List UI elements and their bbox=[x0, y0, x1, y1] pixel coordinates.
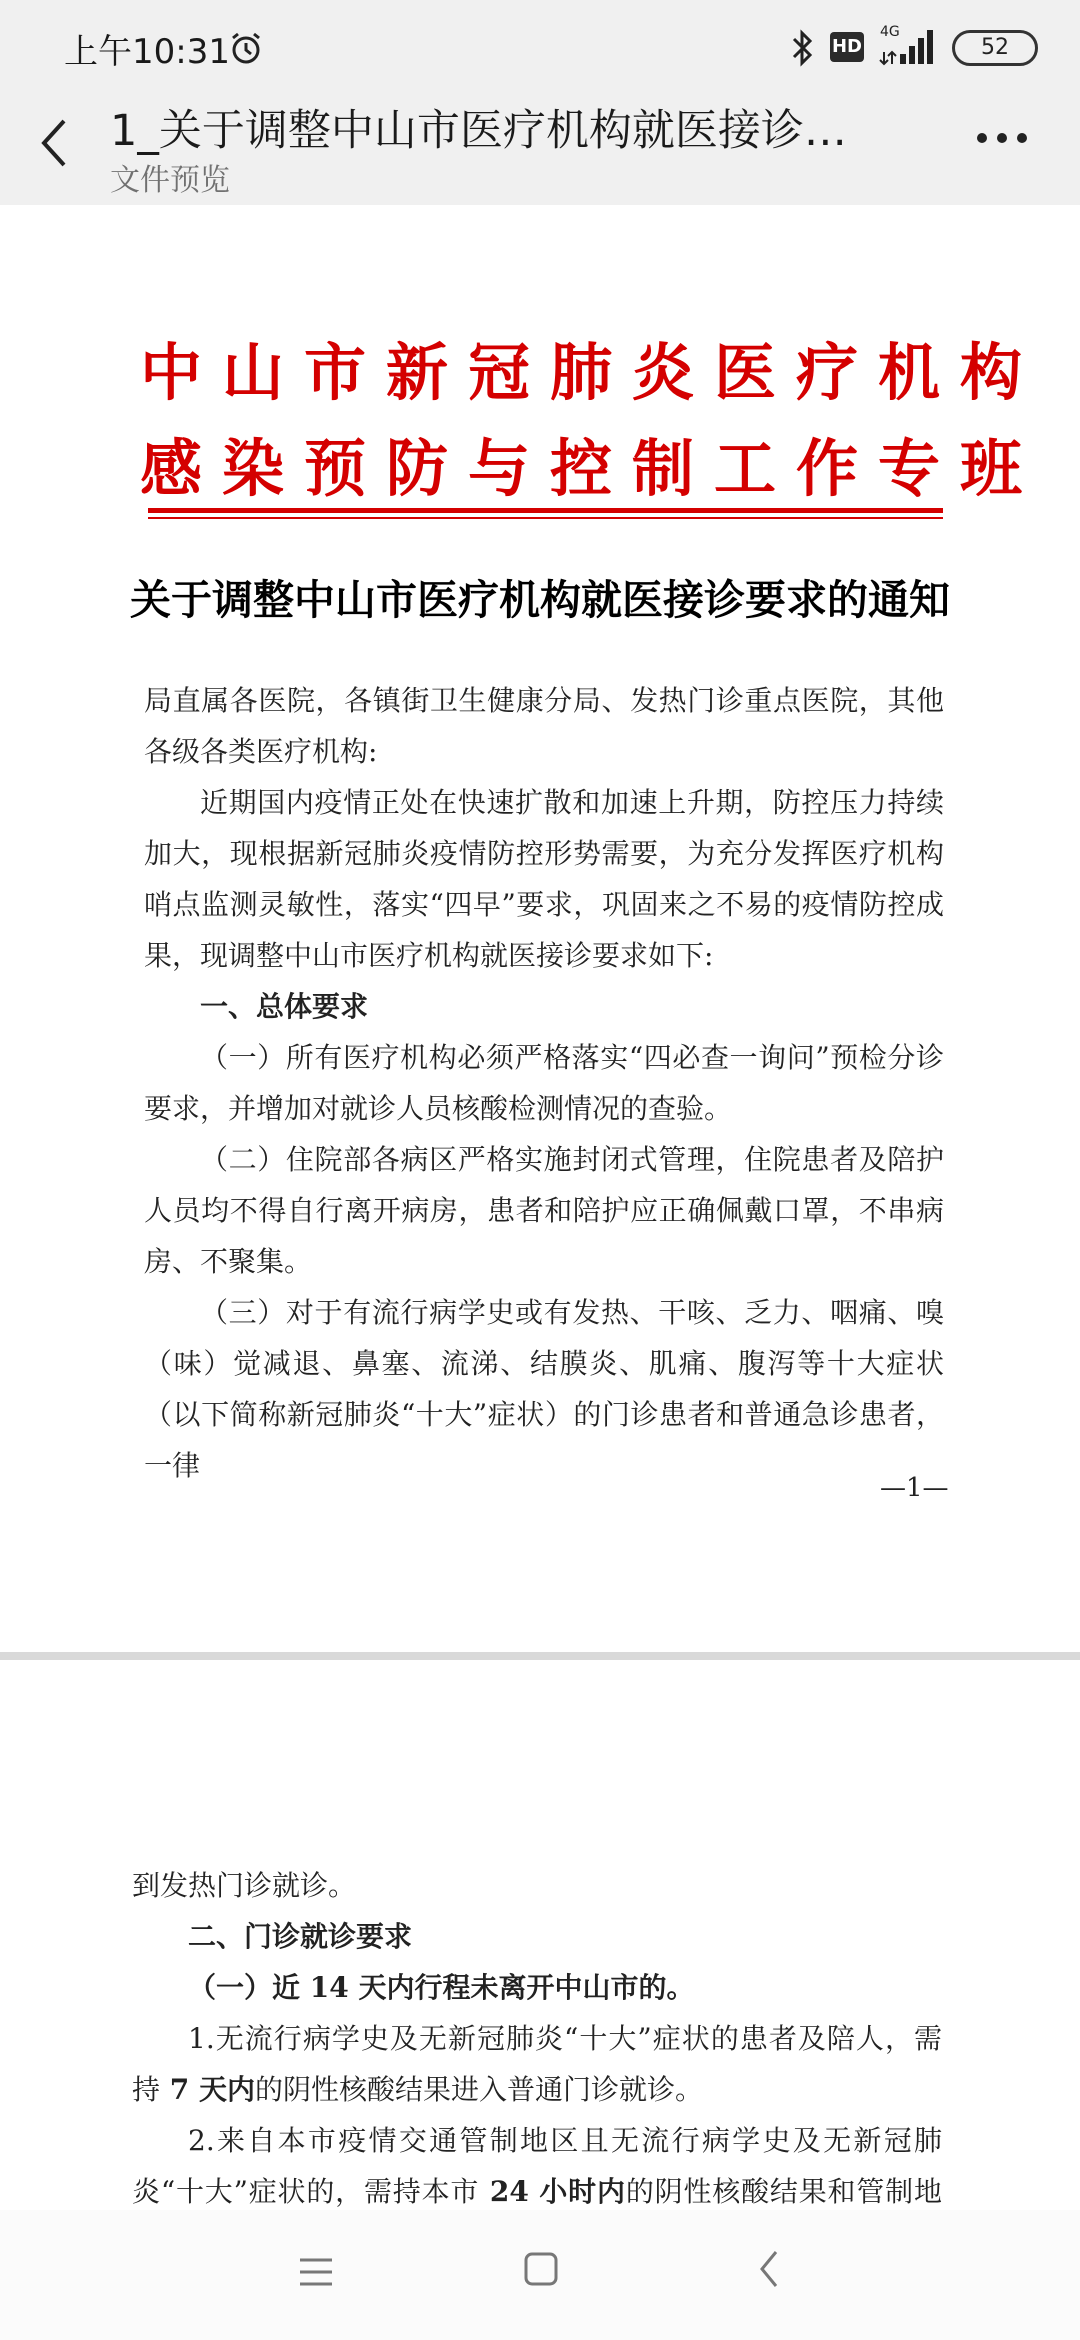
back-icon[interactable] bbox=[34, 113, 74, 173]
org-header bbox=[140, 325, 1043, 517]
intro-paragraph: 近期国内疫情正处在快速扩散和加速上升期，防控压力持续加大，现根据新冠肺炎疫情防控形势需要，为充分发挥医疗机构哨点监测灵敏性，落实“四早”要求，巩固来之不易的疫情防控成果，现调整中山市医疗机构就医接诊要求如下: bbox=[144, 786, 944, 972]
page-number: —1— bbox=[880, 1473, 949, 1503]
back-icon[interactable] bbox=[756, 2248, 782, 2290]
section-2-heading: 二、门诊就诊要求 bbox=[188, 1920, 413, 1953]
menu-icon[interactable] bbox=[296, 2254, 336, 2290]
section-1-item-3: （三）对于有流行病学史或有发热、干咳、乏力、咽痛、嗅（味）觉减退、鼻塞、流涕、结膜炎、肌痛、腹泻等十大症状（以下简称新冠肺炎“十大”症状）的门诊患者和普通急诊患者，一律 bbox=[144, 1296, 944, 1482]
org-header-line-2: 感染预防与控制工作专班 bbox=[140, 432, 1043, 505]
section-2-subheading: （一）近 14 天内行程未离开中山市的。 bbox=[188, 1971, 695, 2004]
section-1-heading: 一、总体要求 bbox=[200, 990, 369, 1023]
app-bar bbox=[0, 95, 1080, 205]
status-bar bbox=[0, 0, 1080, 95]
document-body-2 bbox=[132, 1860, 942, 2268]
top-chrome bbox=[0, 0, 1080, 205]
hd-icon: HD bbox=[830, 32, 864, 62]
continuation-text: 到发热门诊就诊。 bbox=[132, 1869, 357, 1902]
org-header-line-1: 中山市新冠肺炎医疗机构 bbox=[140, 336, 1043, 409]
section-1-item-1: （一）所有医疗机构必须严格落实“四必查一询问”预检分诊要求，并增加对就诊人员核酸检测情况的查验。 bbox=[144, 1041, 944, 1125]
bluetooth-icon bbox=[788, 28, 816, 68]
more-icon[interactable] bbox=[976, 131, 1028, 145]
alarm-icon bbox=[228, 30, 264, 66]
home-icon[interactable] bbox=[522, 2250, 560, 2288]
document-body bbox=[144, 675, 944, 1491]
item-2-text-bold: 24 小时内 bbox=[479, 2175, 626, 2208]
item-1-text-bold: 7 天内 bbox=[160, 2073, 255, 2106]
section-1-item-2: （二）住院部各病区严格实施封闭式管理，住院患者及陪护人员均不得自行离开病房，患者和陪护应正确佩戴口罩，不串病房、不聚集。 bbox=[144, 1143, 944, 1278]
navigation-bar bbox=[0, 2210, 1080, 2340]
item-1-text-a: 1.无流行病学史及无新冠肺炎“十大”症状的患者及陪人，需持 bbox=[132, 2022, 942, 2106]
status-time: 上午10:31 bbox=[64, 32, 230, 72]
red-divider-thin bbox=[148, 517, 943, 519]
battery-icon: 52 bbox=[952, 30, 1038, 66]
document-page-2[interactable] bbox=[0, 1660, 1080, 2250]
signal-icon bbox=[878, 22, 942, 68]
document-page-1[interactable] bbox=[0, 205, 1080, 1655]
page-separator bbox=[0, 1652, 1080, 1660]
section-2-item-1 bbox=[132, 2013, 942, 2115]
item-2-text-b: 的阴性核酸结果和管制地 bbox=[625, 2175, 942, 2208]
addressee: 局直属各医院，各镇街卫生健康分局、发热门诊重点医院，其他各级各类医疗机构: bbox=[144, 684, 944, 768]
item-1-text-b: 的阴性核酸结果进入普通门诊就诊。 bbox=[255, 2073, 704, 2106]
document-title: 1_关于调整中山市医疗机构就医接诊… bbox=[110, 106, 847, 156]
document-subtitle: 文件预览 bbox=[110, 163, 230, 198]
network-label: 4G bbox=[880, 24, 900, 40]
item-2-text-a: 2.来自本市疫情交通管制地区且无流行病学史及无新冠肺炎“十大”症状的，需持本市 bbox=[132, 2124, 942, 2208]
notice-title: 关于调整中山市医疗机构就医接诊要求的通知 bbox=[130, 576, 950, 624]
red-divider bbox=[148, 508, 943, 513]
